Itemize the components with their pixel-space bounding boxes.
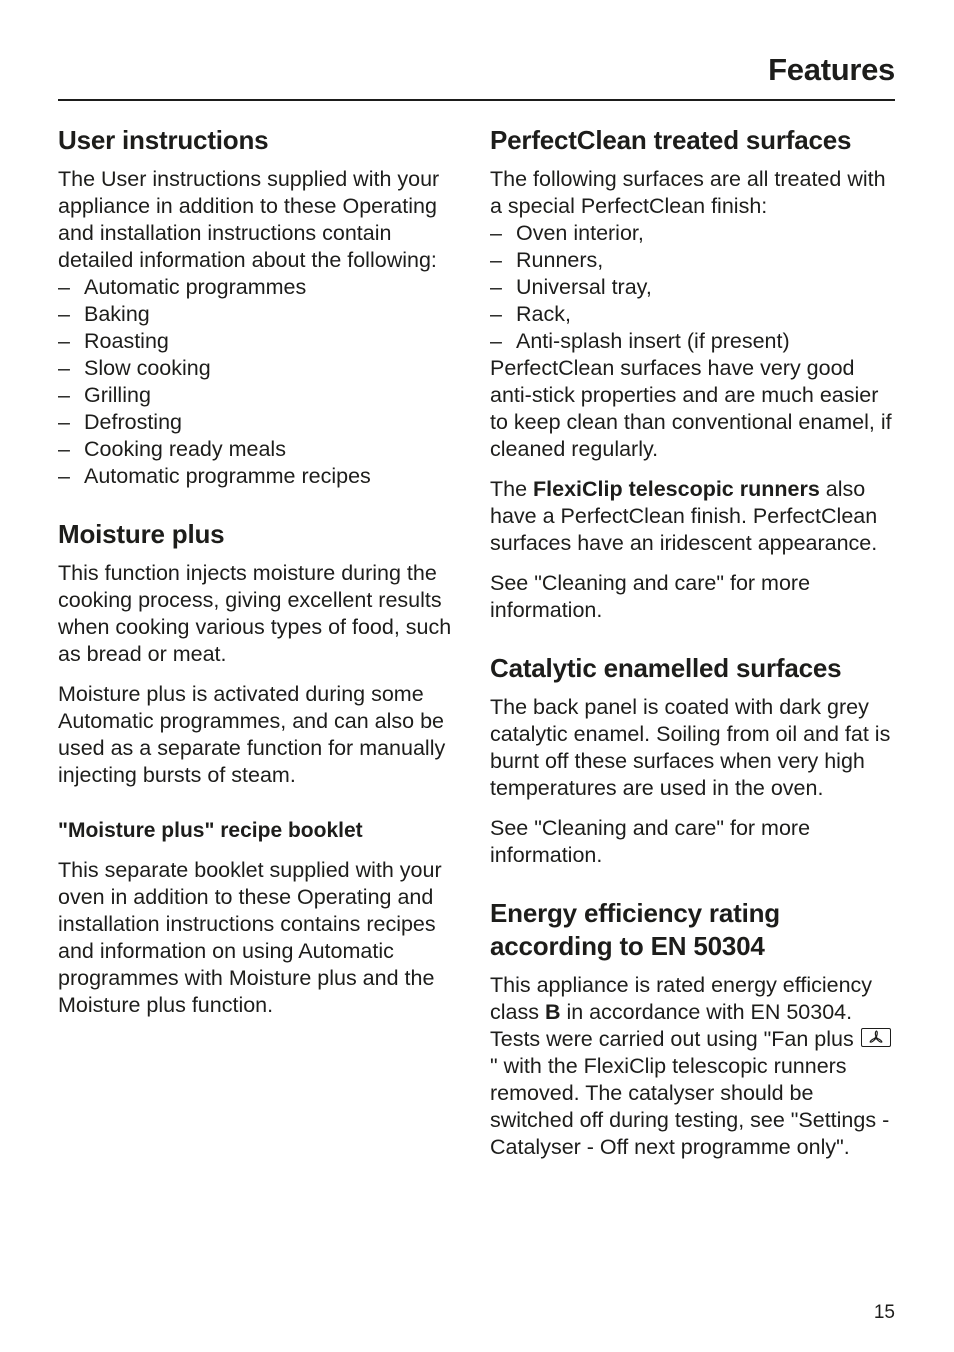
energy-test-pre: Tests were carried out using "Fan plus	[490, 1027, 860, 1051]
list-item: – Anti-splash insert (if present)	[490, 328, 895, 355]
energy-test-text	[490, 1026, 895, 1161]
perfectclean-section	[490, 124, 895, 624]
perfectclean-intro: The following surfaces are all treated with a special PerfectClean finish:	[490, 167, 886, 218]
list-item: – Oven interior,	[490, 220, 895, 247]
energy-rating-text	[490, 972, 895, 1026]
moisture-plus-para-2: Moisture plus is activated during some Automatic programmes, and can also be used as a separate function for manually injecting bursts of steam.	[58, 682, 446, 787]
list-item: – Automatic programmes	[58, 274, 468, 301]
right-column	[490, 124, 895, 1174]
left-column	[58, 124, 468, 1032]
page-number: 15	[873, 1302, 895, 1323]
list-item: – Rack,	[490, 301, 895, 328]
list-item: – Grilling	[58, 382, 468, 409]
user-instructions-heading: User instructions	[58, 125, 269, 155]
energy-rating-pre: This appliance is rated energy efficiency class	[490, 973, 873, 1024]
perfectclean-properties: PerfectClean surfaces have very good anti-stick properties and are much easier to keep clean than conventional enamel, if cleaned regularly.	[490, 356, 892, 461]
list-item: – Roasting	[58, 328, 468, 355]
recipe-booklet-text: This separate booklet supplied with your oven in addition to these Operating and installation instructions contains recipes and information on using Automatic programmes with Moisture plus and the Moisture plus function.	[58, 858, 442, 1017]
user-instructions-intro: The User instructions supplied with your appliance in addition to these Operating and installation instructions contain detailed information about the following:	[58, 167, 440, 272]
list-item: – Universal tray,	[490, 274, 895, 301]
list-item: – Slow cooking	[58, 355, 468, 382]
list-item: – Runners,	[490, 247, 895, 274]
moisture-plus-para-1: This function injects moisture during the cooking process, giving excellent results when cooking various types of food, such as bread or meat.	[58, 561, 452, 666]
user-instructions-list	[58, 274, 468, 490]
list-item: – Cooking ready meals	[58, 436, 468, 463]
user-instructions-section	[58, 124, 468, 490]
catalytic-section	[490, 652, 895, 869]
flexiclip-text-pre: The	[490, 477, 534, 501]
energy-section	[490, 897, 895, 1161]
flexiclip-term: FlexiClip telescopic runners	[533, 477, 820, 501]
list-item: – Baking	[58, 301, 468, 328]
energy-test-post: " with the FlexiClip telescopic runners removed. The catalyser should be switched off during testing, see "Settings - Catalyser - Off next programme only".	[490, 1054, 890, 1159]
catalytic-heading: Catalytic enamelled surfaces	[490, 653, 842, 683]
flexiclip-paragraph	[490, 476, 895, 557]
perfectclean-list	[490, 220, 895, 355]
energy-heading: Energy efficiency rating according to EN 50304	[490, 898, 780, 961]
catalytic-see-also: See "Cleaning and care" for more information.	[490, 816, 811, 867]
fan-plus-icon	[861, 1028, 891, 1047]
flexiclip-text-post: also have a PerfectClean finish. PerfectClean surfaces have an iridescent appearance.	[490, 477, 878, 555]
list-item: – Automatic programme recipes	[58, 463, 468, 490]
moisture-plus-heading: Moisture plus	[58, 519, 225, 549]
recipe-booklet-section	[58, 817, 468, 1019]
catalytic-text: The back panel is coated with dark grey catalytic enamel. Soiling from oil and fat is burnt off these surfaces when very high temperatures are used in the oven.	[490, 695, 891, 800]
title-divider	[58, 99, 895, 101]
moisture-plus-section	[58, 518, 468, 789]
perfectclean-heading: PerfectClean treated surfaces	[490, 125, 852, 155]
energy-rating-post: in accordance with EN 50304.	[560, 1000, 853, 1024]
energy-class: B	[544, 1000, 561, 1024]
list-item: – Defrosting	[58, 409, 468, 436]
recipe-booklet-heading: "Moisture plus" recipe booklet	[58, 819, 363, 842]
perfectclean-see-also: See "Cleaning and care" for more information.	[490, 571, 811, 622]
page-title: Features	[768, 52, 895, 87]
